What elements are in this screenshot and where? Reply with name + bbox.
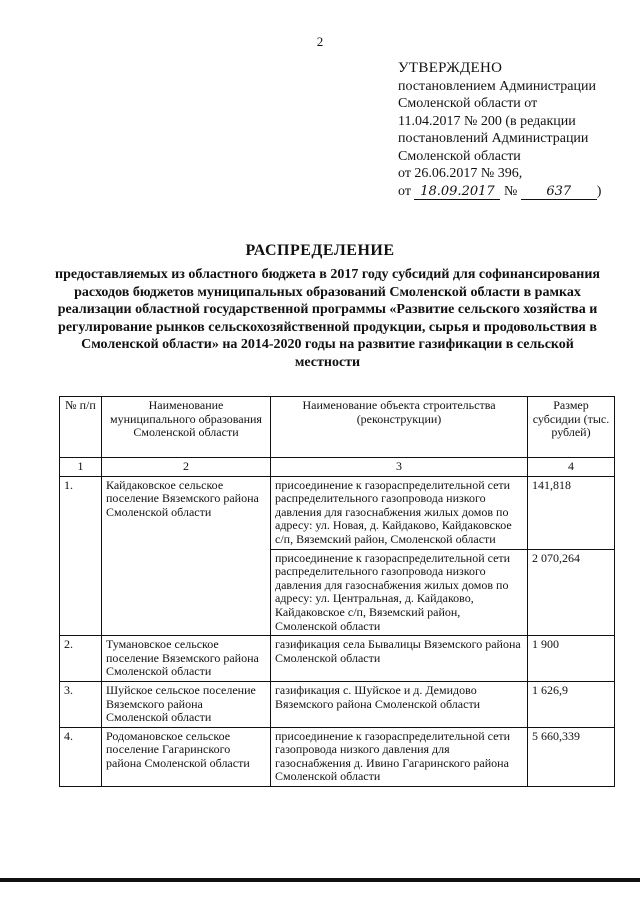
row-num: 2.: [60, 636, 102, 682]
table-row: [60, 727, 615, 786]
row-municipality: Шуйское сельское поселение Вяземского района Смоленской области: [102, 681, 271, 727]
handwritten-number: 637: [521, 185, 597, 200]
column-number: 1: [60, 458, 102, 477]
bottom-rule: [0, 878, 640, 882]
document-subtitle: предоставляемых из областного бюджета в 2017 году субсидий для софинансирования расходов бюджетов муниципальных образований Смоленской области в рамках реализации областной государственной программы «Развитие сельского хозяйства и регулирование рынков сельскохозяйственной продукции, сырья и продовольствия в Смоленской области» на 2014-2020 годы на развитие газификации в сельской местности: [55, 267, 600, 370]
row-object: присоединение к газораспределительной сети распределительного газопровода низкого давления для газоснабжения жилых домов по адресу: ул. Центральная, д. Кайдаково, Кайдаковское с/п, Вяземский район, Смоленской области: [271, 549, 528, 636]
approval-title: УТВЕРЖДЕНО: [398, 60, 503, 76]
row-municipality: Родомановское сельское поселение Гагаринского района Смоленской области: [102, 727, 271, 786]
row-municipality: Кайдаковское сельское поселение Вяземского района Смоленской области: [102, 476, 271, 636]
row-amount: 1 900: [528, 636, 615, 682]
row-object: присоединение к газораспределительной сети газопровода низкого давления для газоснабжения д. Ивино Гагаринского района Смоленской области: [271, 727, 528, 786]
approval-number-label: №: [503, 183, 518, 199]
table-row: [60, 681, 615, 727]
row-num: 3.: [60, 681, 102, 727]
header-amount: Размер субсидии (тыс. рублей): [528, 397, 615, 458]
distribution-table: [59, 396, 615, 787]
row-amount: 5 660,339: [528, 727, 615, 786]
header-num: № п/п: [60, 397, 102, 458]
approval-line: 11.04.2017 № 200 (в редакции: [398, 113, 576, 129]
approval-line: Смоленской области: [398, 148, 521, 164]
document-title: РАСПРЕДЕЛЕНИЕ: [245, 242, 395, 259]
approval-last-suffix: ): [596, 183, 602, 199]
row-amount: 141,818: [528, 476, 615, 549]
table-row: [60, 636, 615, 682]
header-municipality: Наименование муниципального образования Смоленской области: [102, 397, 271, 458]
row-municipality: Тумановское сельское поселение Вяземского района Смоленской области: [102, 636, 271, 682]
handwritten-date: 18.09.2017: [414, 185, 500, 200]
row-object: присоединение к газораспределительной сети распределительного газопровода низкого давления для газоснабжения жилых домов по адресу: ул. Новая, д. Кайдаково, Кайдаковское с/п, Вяземский район, Смоленской области: [271, 476, 528, 549]
column-number-row: [60, 458, 615, 477]
approval-line: постановлением Администрации: [398, 78, 596, 94]
approval-last-line: [398, 183, 601, 201]
approval-line: постановлений Администрации: [398, 131, 589, 146]
row-num: 1.: [60, 476, 102, 636]
table-row: [60, 476, 615, 549]
approval-line: Смоленской области от: [398, 96, 538, 111]
row-object: газификация с. Шуйское и д. Демидово Вяземского района Смоленской области: [271, 681, 528, 727]
approval-last-prefix: от: [398, 183, 411, 199]
page-number: 2: [316, 34, 324, 49]
row-object: газификация села Бывалицы Вяземского района Смоленской области: [271, 636, 528, 682]
row-amount: 1 626,9: [528, 681, 615, 727]
table-header-row: [60, 397, 615, 458]
approval-block: [398, 60, 601, 200]
row-amount: 2 070,264: [528, 549, 615, 636]
column-number: 2: [102, 458, 271, 477]
column-number: 4: [528, 458, 615, 477]
row-num: 4.: [60, 727, 102, 786]
approval-line: от 26.06.2017 № 396,: [398, 166, 523, 181]
header-object: Наименование объекта строительства (реконструкции): [271, 397, 528, 458]
column-number: 3: [271, 458, 528, 477]
